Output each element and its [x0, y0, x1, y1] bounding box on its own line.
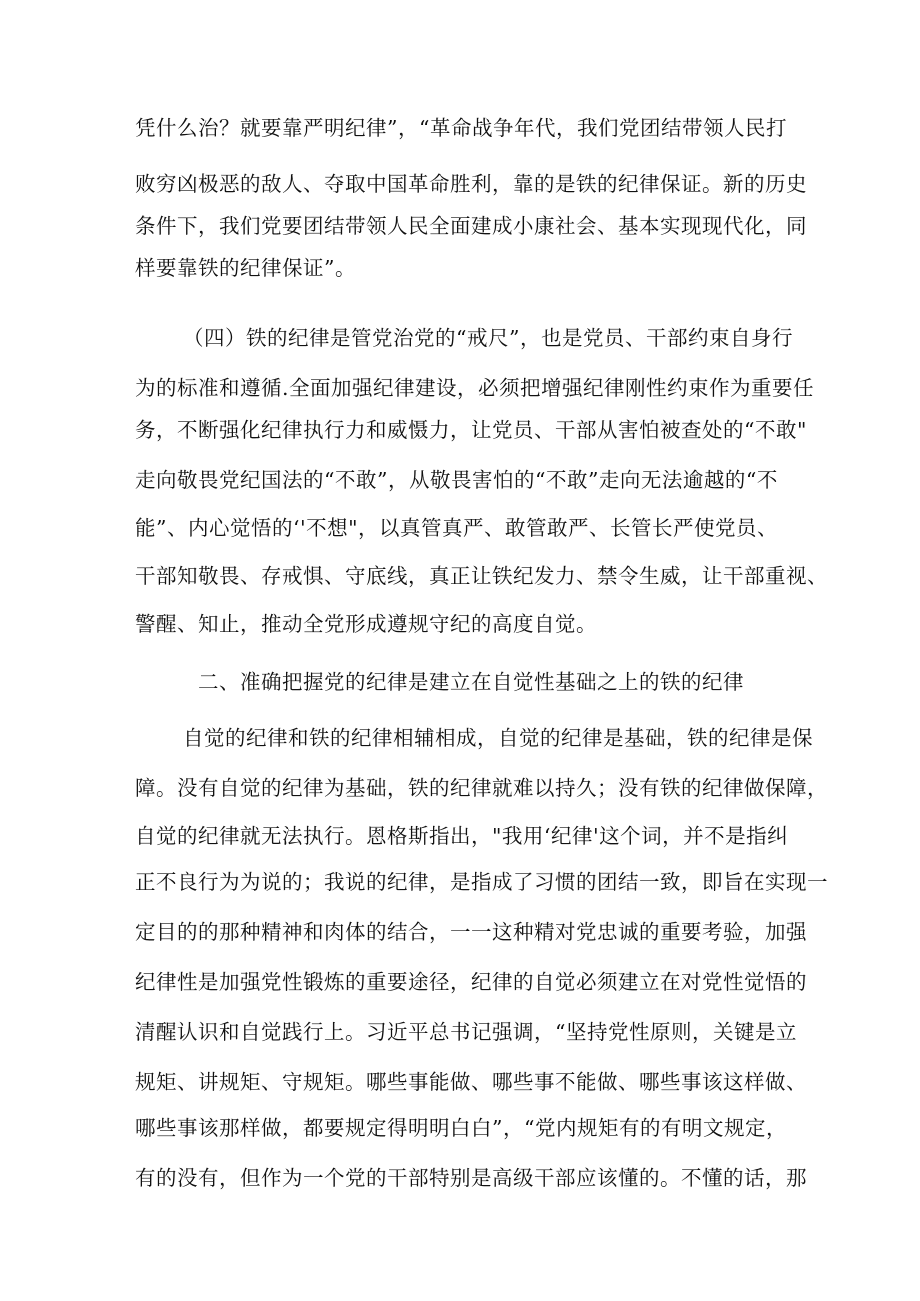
text-line: 规矩、讲规矩、守规矩。哪些事能做、哪些事不能做、哪些事该这样做、 [135, 1070, 807, 1094]
paragraph-first-line: 自觉的纪律和铁的纪律相辅相成，自觉的纪律是基础，铁的纪律是保 [183, 726, 813, 750]
text-line: 干部知敬畏、存戒惧、守底线，真正让铁纪发力、禁令生威，让干部重视、 [135, 564, 828, 588]
text-line: 障。没有自觉的纪律为基础，铁的纪律就难以持久；没有铁的纪律做保障， [135, 776, 828, 800]
text-line: 纪律性是加强党性锻炼的重要途径，纪律的自觉必须建立在对党性觉悟的 [135, 970, 807, 994]
text-line: 凭什么治？就要靠严明纪律”，“革命战争年代，我们党团结带领人民打 [135, 116, 787, 140]
text-line: 为的标准和遵循.全面加强纪律建设，必须把增强纪律刚性约束作为重要任 [135, 376, 815, 400]
text-line: 走向敬畏党纪国法的“不敢”，从敬畏害怕的“不敢”走向无法逾越的“不 [135, 468, 778, 492]
section-heading: 二、准确把握党的纪律是建立在自觉性基础之上的铁的纪律 [198, 670, 744, 694]
text-line: 哪些事该那样做，都要规定得明明白白”，“党内规矩有的有明文规定， [135, 1116, 787, 1140]
text-line: 清醒认识和自觉践行上。习近平总书记强调，“坚持党性原则，关键是立 [135, 1020, 797, 1044]
text-line: 条件下，我们党要团结带领人民全面建成小康社会、基本实现现代化，同 [135, 214, 807, 238]
text-line: 定目的的那种精神和肉体的结合，一一这种精对党忠诚的重要考验，加强 [135, 920, 807, 944]
text-line: 正不良行为为说的；我说的纪律，是指成了习惯的团结一致，即旨在实现一 [135, 870, 828, 894]
paragraph-first-line: （四）铁的纪律是管党治党的“戒尺”，也是党员、干部约束自身行 [183, 326, 793, 350]
text-line: 有的没有，但作为一个党的干部特别是高级干部应该懂的。不懂的话，那 [135, 1166, 807, 1190]
text-line: 警醒、知止，推动全党形成遵规守纪的高度自觉。 [135, 612, 597, 636]
text-line: 自觉的纪律就无法执行。恩格斯指出，"我用‘纪律'这个词，并不是指纠 [135, 824, 789, 848]
text-line: 务，不断强化纪律执行力和威慑力，让党员、干部从害怕被查处的“不敢" [135, 418, 807, 442]
text-line: 败穷凶极恶的敌人、夺取中国革命胜利，靠的是铁的纪律保证。新的历史 [135, 172, 807, 196]
text-line: 能”、内心觉悟的‘'不想"，以真管真严、敢管敢严、长管长严使党员、 [135, 516, 779, 540]
text-line: 样要靠铁的纪律保证”。 [135, 256, 356, 280]
